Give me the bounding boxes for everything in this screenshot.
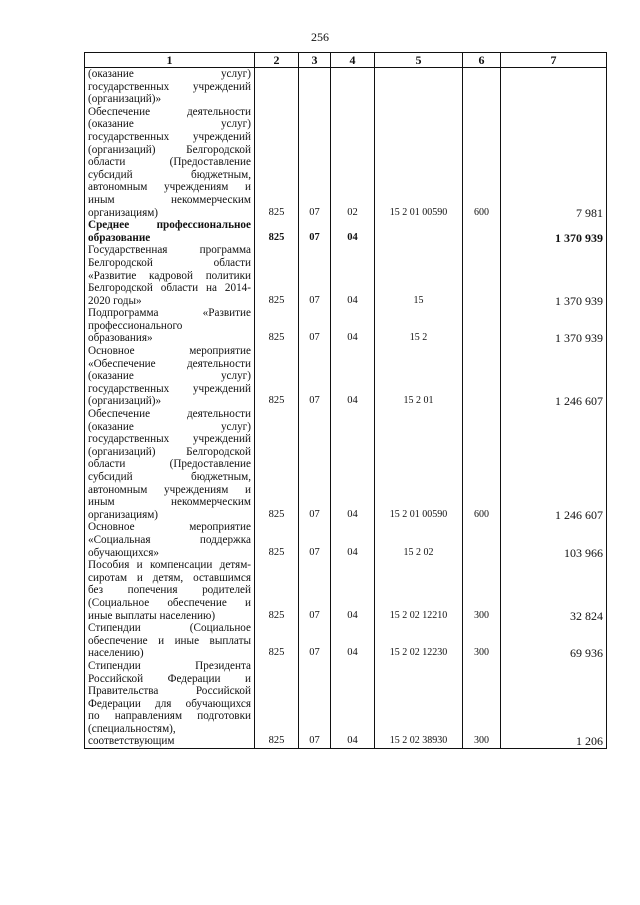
row-description bbox=[85, 408, 255, 521]
target-article-code: 15 2 02 12210 bbox=[375, 559, 463, 622]
subsection-code: 04 bbox=[331, 559, 375, 622]
description-line: государственных учреждений bbox=[88, 130, 251, 143]
table-row bbox=[85, 408, 607, 521]
description-line: области (Предоставление bbox=[88, 156, 251, 169]
description-line: по направлениям подготовки bbox=[88, 710, 251, 723]
description-line: Основное мероприятие bbox=[88, 345, 251, 358]
row-description bbox=[85, 559, 255, 622]
col-header-6: 6 bbox=[463, 53, 501, 68]
description-line: субсидий бюджетным, bbox=[88, 168, 251, 181]
row-description bbox=[85, 521, 255, 559]
target-article-code: 15 2 02 12230 bbox=[375, 622, 463, 660]
expense-type-code: 300 bbox=[463, 660, 501, 749]
table-row bbox=[85, 244, 607, 307]
chapter-code: 825 bbox=[255, 345, 299, 408]
description-line: (организаций)» bbox=[88, 93, 162, 106]
amount-value: 1 370 939 bbox=[501, 307, 607, 345]
row-description bbox=[85, 219, 255, 244]
target-article-code: 15 2 02 38930 bbox=[375, 660, 463, 749]
table-row bbox=[85, 68, 607, 220]
chapter-code: 825 bbox=[255, 244, 299, 307]
subsection-code: 04 bbox=[331, 244, 375, 307]
table-row bbox=[85, 345, 607, 408]
description-line: населению) bbox=[88, 647, 144, 660]
amount-value: 1 246 607 bbox=[501, 408, 607, 521]
description-line: Белгородской области bbox=[88, 256, 251, 269]
description-line: (организаций)» bbox=[88, 395, 162, 408]
chapter-code: 825 bbox=[255, 307, 299, 345]
description-line: иным некоммерческим bbox=[88, 496, 251, 509]
section-code: 07 bbox=[299, 660, 331, 749]
description-line: (оказание услуг) bbox=[88, 68, 251, 80]
description-line: Стипендии (Социальное bbox=[88, 622, 251, 635]
row-description bbox=[85, 622, 255, 660]
amount-value: 1 370 939 bbox=[501, 219, 607, 244]
expense-type-code: 300 bbox=[463, 622, 501, 660]
table-header-row bbox=[85, 53, 607, 68]
description-line: образование bbox=[88, 231, 151, 244]
row-description bbox=[85, 307, 255, 345]
description-line: (оказание услуг) bbox=[88, 118, 251, 131]
chapter-code: 825 bbox=[255, 559, 299, 622]
description-line: иные выплаты населению) bbox=[88, 609, 216, 622]
subsection-code: 02 bbox=[331, 68, 375, 220]
section-code: 07 bbox=[299, 521, 331, 559]
chapter-code: 825 bbox=[255, 521, 299, 559]
description-line: сиротам и детям, оставшимся bbox=[88, 571, 251, 584]
col-header-3: 3 bbox=[299, 53, 331, 68]
target-article-code: 15 bbox=[375, 244, 463, 307]
description-line: (специальностям), bbox=[88, 722, 176, 735]
description-line: (Социальное обеспечение и bbox=[88, 596, 251, 609]
col-header-4: 4 bbox=[331, 53, 375, 68]
description-line: профессионального bbox=[88, 319, 183, 332]
description-line: (оказание услуг) bbox=[88, 370, 251, 383]
description-line: иным некоммерческим bbox=[88, 193, 251, 206]
subsection-code: 04 bbox=[331, 622, 375, 660]
description-line: (оказание услуг) bbox=[88, 420, 251, 433]
section-code: 07 bbox=[299, 68, 331, 220]
table-row bbox=[85, 521, 607, 559]
section-code: 07 bbox=[299, 244, 331, 307]
description-line: обеспечение и иные выплаты bbox=[88, 634, 251, 647]
expense-type-code: 600 bbox=[463, 68, 501, 220]
target-article-code: 15 2 01 00590 bbox=[375, 68, 463, 220]
chapter-code: 825 bbox=[255, 219, 299, 244]
subsection-code: 04 bbox=[331, 345, 375, 408]
section-code: 07 bbox=[299, 622, 331, 660]
section-code: 07 bbox=[299, 345, 331, 408]
section-code: 07 bbox=[299, 408, 331, 521]
amount-value: 103 966 bbox=[501, 521, 607, 559]
target-article-code: 15 2 01 00590 bbox=[375, 408, 463, 521]
chapter-code: 825 bbox=[255, 408, 299, 521]
expense-type-code: 600 bbox=[463, 408, 501, 521]
description-line: «Развитие кадровой политики bbox=[88, 269, 251, 282]
subsection-code: 04 bbox=[331, 307, 375, 345]
description-line: Пособия и компенсации детям- bbox=[88, 559, 251, 572]
row-description bbox=[85, 345, 255, 408]
description-line: 2020 годы» bbox=[88, 294, 142, 307]
col-header-5: 5 bbox=[375, 53, 463, 68]
description-line: автономным учреждениям и bbox=[88, 181, 251, 194]
amount-value: 1 206 bbox=[501, 660, 607, 749]
table-row bbox=[85, 622, 607, 660]
description-line: Белгородской области на 2014- bbox=[88, 282, 251, 295]
target-article-code bbox=[375, 219, 463, 244]
section-code: 07 bbox=[299, 219, 331, 244]
description-line: автономным учреждениям и bbox=[88, 483, 251, 496]
target-article-code: 15 2 01 bbox=[375, 345, 463, 408]
description-line: Основное мероприятие bbox=[88, 521, 251, 534]
description-line: Государственная программа bbox=[88, 244, 251, 257]
description-line: обучающихся» bbox=[88, 546, 159, 559]
description-line: организациям) bbox=[88, 206, 159, 219]
chapter-code: 825 bbox=[255, 622, 299, 660]
description-line: (организаций) Белгородской bbox=[88, 445, 251, 458]
description-line: Российской Федерации и bbox=[88, 672, 251, 685]
description-line: Среднее профессиональное bbox=[88, 219, 251, 232]
description-line: Федерации для обучающихся bbox=[88, 697, 251, 710]
chapter-code: 825 bbox=[255, 68, 299, 220]
description-line: организациям) bbox=[88, 508, 159, 521]
table-row bbox=[85, 219, 607, 244]
expense-type-code bbox=[463, 307, 501, 345]
description-line: Обеспечение деятельности bbox=[88, 105, 251, 118]
expense-type-code: 300 bbox=[463, 559, 501, 622]
chapter-code: 825 bbox=[255, 660, 299, 749]
amount-value: 7 981 bbox=[501, 68, 607, 220]
description-line: государственных учреждений bbox=[88, 382, 251, 395]
amount-value: 69 936 bbox=[501, 622, 607, 660]
description-line: области (Предоставление bbox=[88, 458, 251, 471]
section-code: 07 bbox=[299, 307, 331, 345]
budget-table bbox=[84, 52, 607, 749]
description-line: (организаций) Белгородской bbox=[88, 143, 251, 156]
description-line: без попечения родителей bbox=[88, 584, 251, 597]
target-article-code: 15 2 bbox=[375, 307, 463, 345]
amount-value: 1 246 607 bbox=[501, 345, 607, 408]
description-line: «Обеспечение деятельности bbox=[88, 357, 251, 370]
description-line: соответствующим bbox=[88, 735, 175, 748]
subsection-code: 04 bbox=[331, 219, 375, 244]
description-line: государственных учреждений bbox=[88, 80, 251, 93]
description-line: Правительства Российской bbox=[88, 685, 251, 698]
subsection-code: 04 bbox=[331, 408, 375, 521]
col-header-1: 1 bbox=[85, 53, 255, 68]
section-code: 07 bbox=[299, 559, 331, 622]
row-description bbox=[85, 68, 255, 220]
table-row bbox=[85, 660, 607, 749]
description-line: Стипендии Президента bbox=[88, 659, 251, 672]
table-row bbox=[85, 559, 607, 622]
expense-type-code bbox=[463, 219, 501, 244]
description-line: государственных учреждений bbox=[88, 433, 251, 446]
description-line: Обеспечение деятельности bbox=[88, 408, 251, 421]
description-line: «Социальная поддержка bbox=[88, 533, 251, 546]
row-description bbox=[85, 244, 255, 307]
expense-type-code bbox=[463, 244, 501, 307]
expense-type-code bbox=[463, 521, 501, 559]
row-description bbox=[85, 660, 255, 749]
expense-type-code bbox=[463, 345, 501, 408]
description-line: Подпрограмма «Развитие bbox=[88, 307, 251, 320]
description-line: субсидий бюджетным, bbox=[88, 471, 251, 483]
description-line: образования» bbox=[88, 332, 153, 345]
page-number: 256 bbox=[311, 30, 329, 44]
col-header-2: 2 bbox=[255, 53, 299, 68]
subsection-code: 04 bbox=[331, 660, 375, 749]
amount-value: 32 824 bbox=[501, 559, 607, 622]
table-row bbox=[85, 307, 607, 345]
amount-value: 1 370 939 bbox=[501, 244, 607, 307]
subsection-code: 04 bbox=[331, 521, 375, 559]
col-header-7: 7 bbox=[501, 53, 607, 68]
target-article-code: 15 2 02 bbox=[375, 521, 463, 559]
